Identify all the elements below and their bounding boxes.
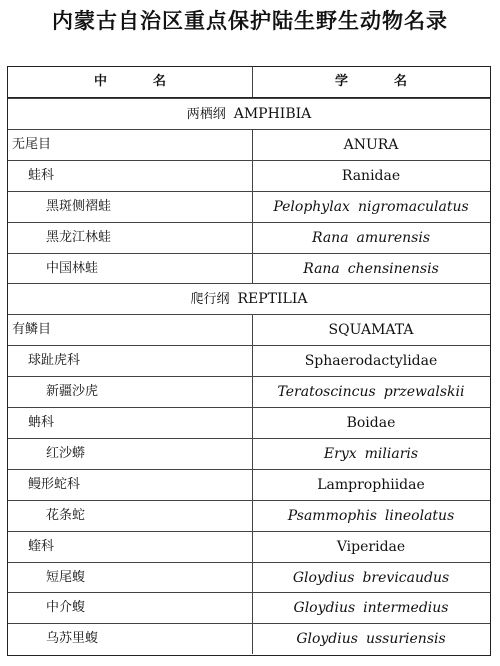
column-header-chinese-name: 中名 [93,74,212,89]
genus-name: Rana [303,260,340,277]
genus-name: Eryx [323,445,357,462]
species-epithet: ussuriensis [365,631,446,648]
species-epithet: nigromaculatus [357,198,469,215]
species-row [8,376,490,407]
species-scientific-name [253,223,489,253]
species-scientific-name [253,563,489,593]
genus-name: Rana [311,229,349,246]
order-chinese-name: 无尾目 [12,136,52,152]
page-title: 内蒙古自治区重点保护陆生野生动物名录 [52,9,448,33]
species-chinese-name: 新疆沙虎 [46,384,99,400]
family-scientific-name: Sphaerodactylidae [304,353,438,370]
species-row [8,438,490,469]
column-header-scientific-name: 学名 [334,74,453,89]
species-epithet: lineolatus [384,507,455,524]
order-scientific-name: ANURA [343,136,399,153]
species-scientific-name [253,254,489,284]
class-chinese-name: 两栖纲 [186,107,226,122]
species-chinese-name: 黑龙江林蛙 [46,229,112,245]
family-scientific-name: Ranidae [341,167,401,184]
species-chinese-name: 短尾蝮 [46,569,86,585]
species-epithet: przewalskii [383,384,465,401]
family-scientific-name: Viperidae [336,538,406,555]
species-chinese-name: 乌苏里蝮 [46,631,99,647]
class-heading [8,284,490,314]
class-chinese-name: 爬行纲 [190,292,230,308]
species-scientific-name [253,439,489,469]
genus-name: Psammophis [287,507,377,524]
class-scientific-name: REPTILIA [237,291,308,308]
family-chinese-name: 蝰科 [28,538,55,554]
family-scientific-name: Boidae [346,415,396,431]
species-chinese-name: 花条蛇 [46,507,86,523]
species-scientific-name [253,501,489,531]
family-chinese-name: 蚺科 [28,415,55,430]
family-row [8,407,490,438]
species-row [8,222,490,253]
genus-name: Gloydius [293,600,356,617]
order-row [8,314,490,345]
order-chinese-name: 有鳞目 [12,322,52,338]
family-row [8,160,490,191]
family-chinese-name: 蛙科 [28,167,55,183]
class-scientific-name: AMPHIBIA [233,106,312,122]
species-row [8,623,490,654]
species-chinese-name: 红沙蟒 [46,445,86,461]
species-scientific-name [253,377,489,407]
species-scientific-name [253,593,489,623]
species-table [7,66,491,656]
species-chinese-name: 中国林蛙 [46,260,99,276]
species-epithet: brevicaudus [362,569,450,586]
species-row [8,500,490,531]
species-row [8,592,490,623]
species-chinese-name: 中介蝮 [46,600,86,616]
family-row [8,345,490,376]
order-row [8,129,490,160]
species-epithet: miliaris [364,445,419,462]
class-heading [8,99,490,129]
species-epithet: intermedius [363,600,449,617]
genus-name: Gloydius [292,569,355,586]
genus-name: Teratoscincus [277,384,376,401]
family-chinese-name: 球趾虎科 [28,353,81,369]
genus-name: Pelophylax [273,198,350,215]
species-row [8,191,490,222]
family-row [8,469,490,500]
class-row [8,283,490,314]
species-row [8,562,490,593]
family-scientific-name: Lamprophiidae [317,476,425,493]
family-chinese-name: 鳗形蛇科 [28,476,81,492]
table-header [8,67,490,98]
class-row [8,98,490,129]
species-epithet: chensinensis [347,260,439,277]
species-chinese-name: 黑斑侧褶蛙 [46,198,112,214]
genus-name: Gloydius [296,631,358,648]
order-scientific-name: SQUAMATA [328,322,414,339]
family-row [8,531,490,562]
species-scientific-name [253,192,489,222]
species-row [8,253,490,284]
species-epithet: amurensis [356,229,431,246]
species-scientific-name [253,624,489,654]
